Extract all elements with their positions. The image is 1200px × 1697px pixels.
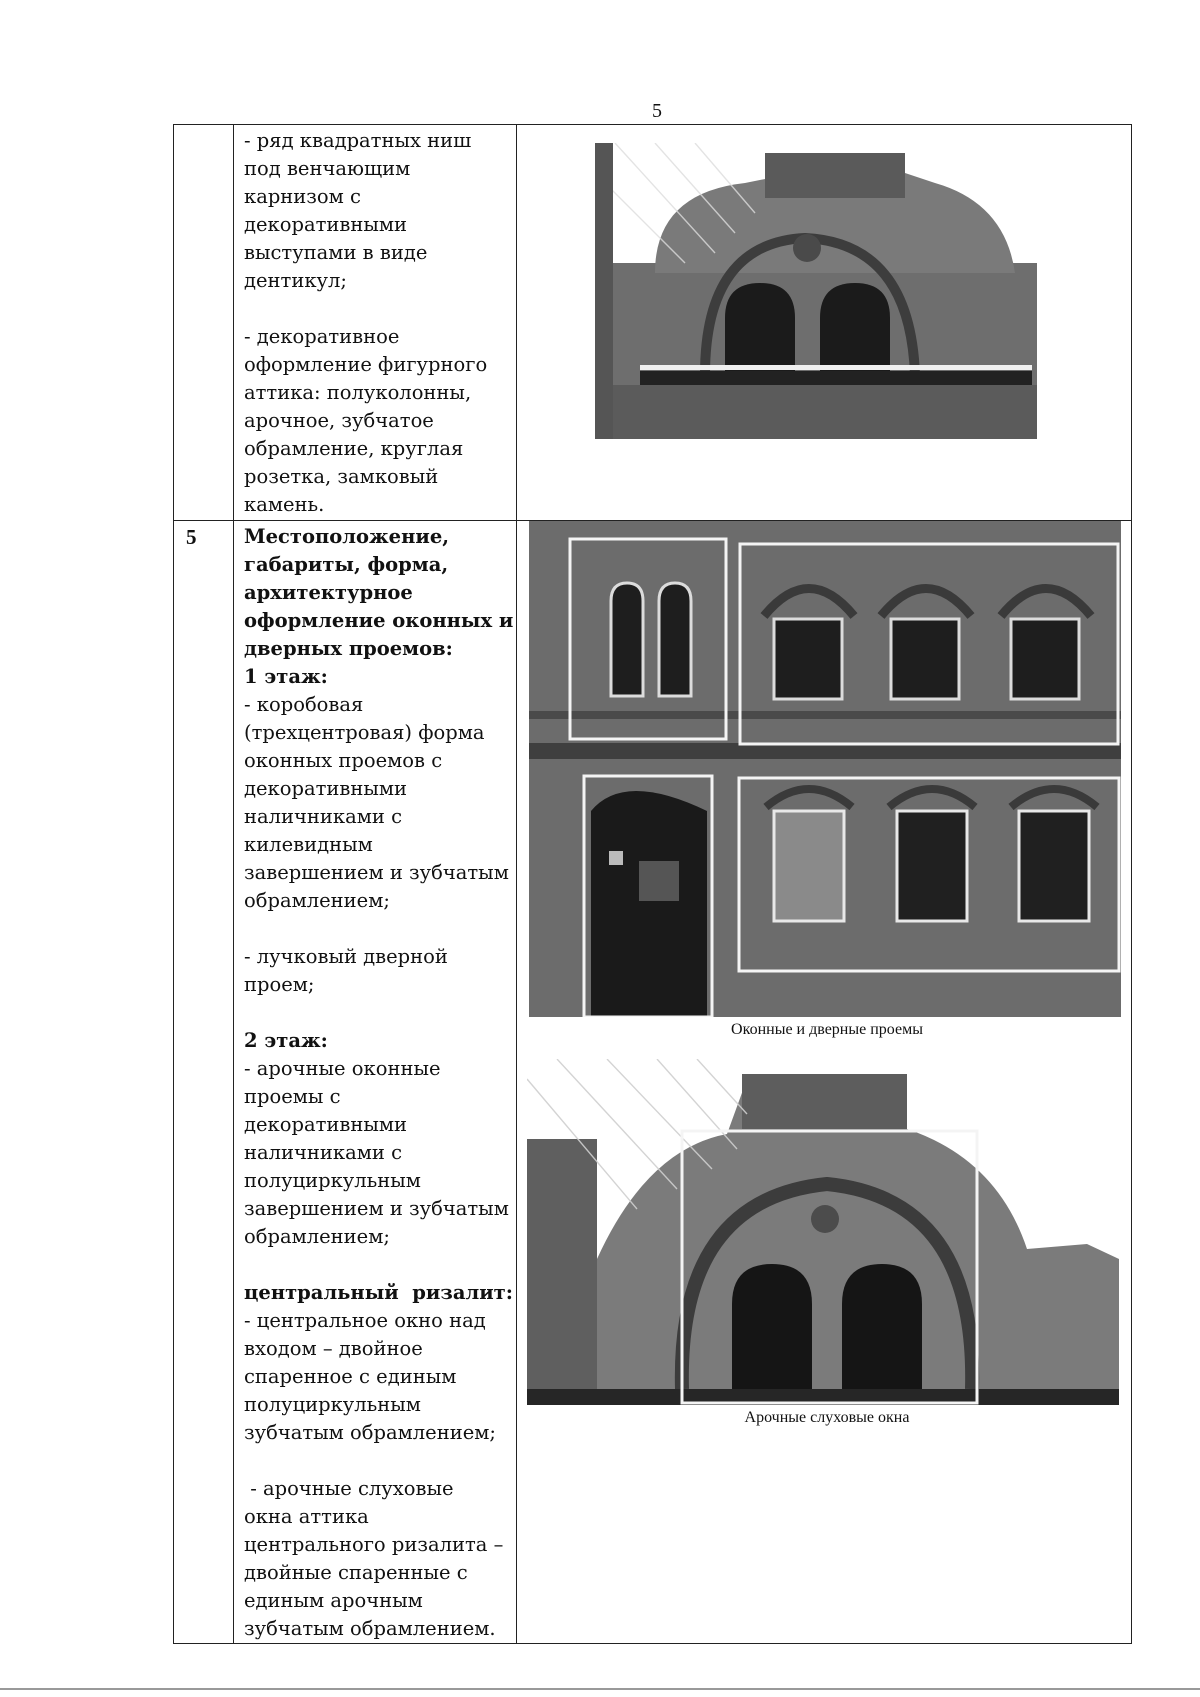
text-line [244, 295, 512, 323]
text-line: полуциркульным [244, 1393, 421, 1416]
text-line [244, 915, 512, 943]
dormer-photo [527, 1059, 1119, 1405]
text-line: - коробовая [244, 693, 364, 716]
facade-photo-svg [529, 521, 1121, 1017]
facade-photo [529, 521, 1121, 1017]
text-line: розетка, замковый [244, 465, 439, 488]
text-line: - центральное окно над [244, 1309, 486, 1332]
text-line: обрамлением; [244, 889, 390, 912]
attic-photo-svg [595, 143, 1037, 439]
photo-caption: Арочные слуховые окна [744, 1409, 910, 1426]
text-line: карнизом с [244, 185, 361, 208]
text-line: единым арочным [244, 1589, 423, 1612]
scan-edge-line [0, 1688, 1200, 1690]
table-row [174, 521, 1132, 1644]
text-line: завершением и зубчатым [244, 861, 509, 884]
text-line: окна аттика [244, 1505, 369, 1528]
text-line: архитектурное [244, 581, 413, 604]
text-line: (трехцентровая) форма [244, 721, 485, 744]
text-line: дентикул; [244, 269, 347, 292]
text-line: габариты, форма, [244, 553, 449, 576]
row-number [174, 125, 234, 521]
text-line: полуциркульным [244, 1169, 421, 1192]
text-line: под венчающим [244, 157, 411, 180]
text-line: - декоративное [244, 325, 400, 348]
text-line: оформление фигурного [244, 353, 488, 376]
text-line: декоративными [244, 213, 408, 236]
text-line: спаренное с единым [244, 1365, 457, 1388]
text-line: входом – двойное [244, 1337, 423, 1360]
row-number: 5 [174, 521, 234, 1644]
text-line: обрамление, круглая [244, 437, 464, 460]
text-line: 2 этаж: [244, 1029, 328, 1052]
text-line: проем; [244, 973, 315, 996]
text-line: оконных проемов с [244, 749, 443, 772]
page-number: 5 [652, 100, 662, 122]
text-line: килевидным [244, 833, 373, 856]
text-line: камень. [244, 493, 325, 516]
image-cell [517, 521, 1132, 1644]
text-line: зубчатым обрамлением. [244, 1617, 496, 1640]
text-line [244, 1251, 512, 1279]
text-line: арочное, зубчатое [244, 409, 434, 432]
row-text [234, 125, 517, 521]
text-line: выступами в виде [244, 241, 428, 264]
text-line: дверных проемов: [244, 637, 453, 660]
text-line: декоративными [244, 777, 408, 800]
text-line: завершением и зубчатым [244, 1197, 509, 1220]
text-line: центральный ризалит: [244, 1281, 513, 1304]
text-line: - лучковый дверной [244, 945, 448, 968]
image-cell [517, 125, 1132, 521]
dormer-photo-svg [527, 1059, 1119, 1405]
text-line: - арочные слуховые [244, 1477, 454, 1500]
text-line [244, 1447, 512, 1475]
text-line: декоративными [244, 1113, 408, 1136]
text-line: оформление оконных и [244, 609, 514, 632]
text-line: двойные спаренные с [244, 1561, 468, 1584]
text-line: обрамлением; [244, 1225, 390, 1248]
text-line: аттика: полуколонны, [244, 381, 472, 404]
text-line [244, 999, 512, 1027]
text-line: проемы с [244, 1085, 341, 1108]
text-line: центрального ризалита – [244, 1533, 504, 1556]
text-line: 1 этаж: [244, 665, 328, 688]
text-line: - арочные оконные [244, 1057, 441, 1080]
photo-caption: Оконные и дверные проемы [731, 1021, 923, 1038]
text-line: наличниками с [244, 805, 402, 828]
row-text [234, 521, 517, 1644]
table-row [174, 125, 1132, 521]
text-line: зубчатым обрамлением; [244, 1421, 496, 1444]
text-line: - ряд квадратных ниш [244, 129, 472, 152]
text-line: наличниками с [244, 1141, 402, 1164]
attic-photo [595, 143, 1037, 439]
description-table [173, 124, 1132, 1644]
text-line: Местоположение, [244, 525, 450, 548]
